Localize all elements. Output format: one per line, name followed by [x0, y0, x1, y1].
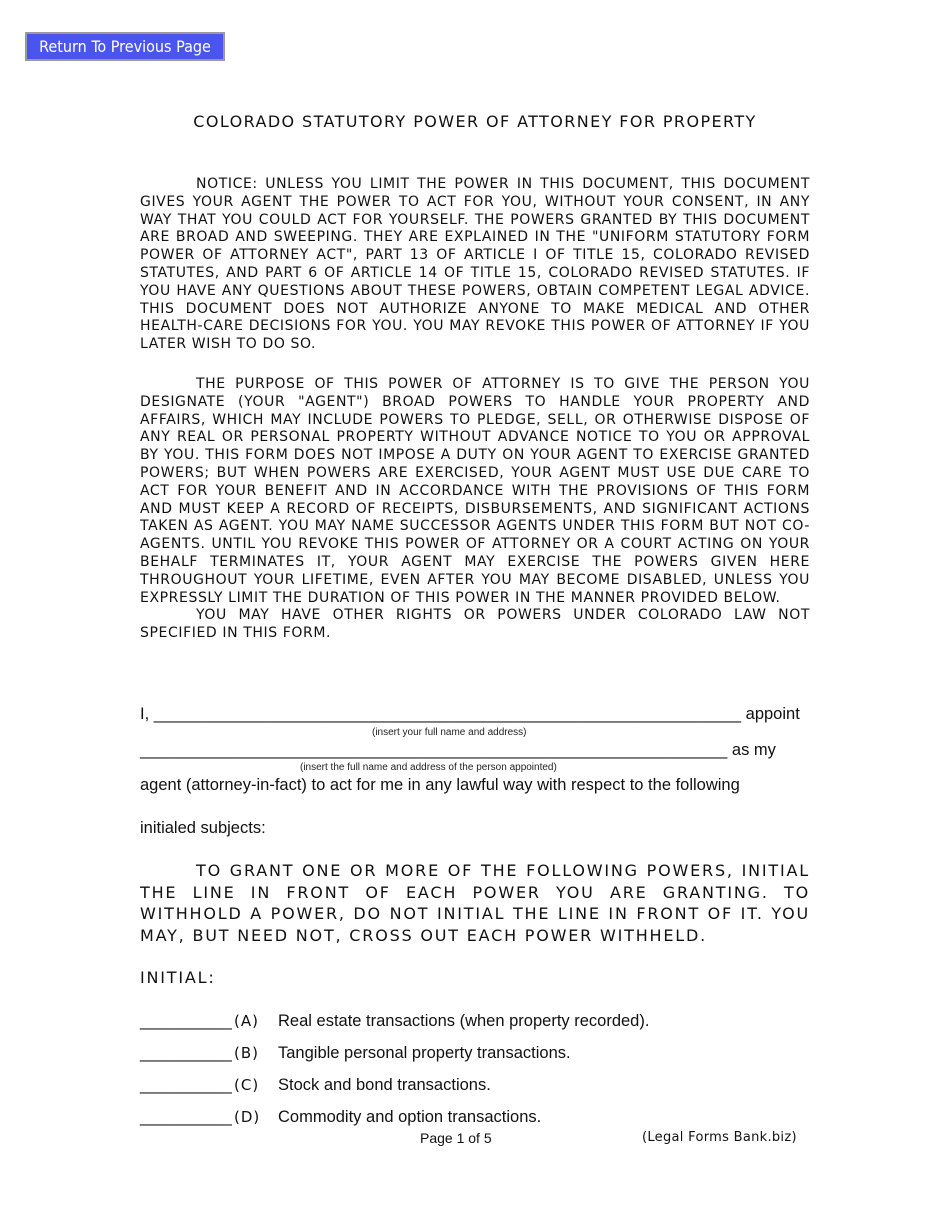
power-letter-c: (C) [234, 1076, 260, 1094]
power-row-d [140, 1108, 541, 1132]
agent-authority-line: agent (attorney-in-fact) to act for me in any lawful way with respect to the following [140, 776, 740, 794]
site-credit: (Legal Forms Bank.biz) [642, 1130, 797, 1145]
purpose-section [140, 376, 810, 643]
instructions-paragraph [140, 860, 810, 946]
other-rights-text: YOU MAY HAVE OTHER RIGHTS OR POWERS UNDER COLORADO LAW NOT SPECIFIED IN THIS FORM. [140, 607, 810, 642]
principal-name-field[interactable]: ________________________________________________________________ [153, 705, 742, 723]
principal-hint: (insert your full name and address) [372, 727, 527, 738]
return-to-previous-page-button[interactable]: Return To Previous Page [25, 32, 225, 61]
power-letter-d: (D) [234, 1108, 261, 1126]
notice-paragraph [140, 176, 810, 354]
appoint-suffix: appoint [745, 705, 800, 723]
instructions-text: TO GRANT ONE OR MORE OF THE FOLLOWING POWERS, INITIAL THE LINE IN FRONT OF EACH POWER YOU ARE GRANTING. TO WITHHOLD A POWER, DO NOT INITIAL THE LINE IN FRONT OF IT. YOU MAY, BUT NEED NOT, CROSS OUT EACH POWER WITHHELD. [140, 861, 810, 945]
agent-suffix: as my [731, 741, 776, 759]
initial-field-a[interactable]: __________ [140, 1012, 232, 1030]
power-text-a: Real estate transactions (when property recorded). [278, 1012, 650, 1030]
power-row-b [140, 1044, 571, 1068]
appoint-line [140, 705, 800, 724]
initialed-subjects-line: initialed subjects: [140, 819, 266, 837]
initial-field-b[interactable]: __________ [140, 1044, 232, 1062]
page-number: Page 1 of 5 [420, 1130, 492, 1146]
agent-hint: (insert the full name and address of the person appointed) [300, 762, 557, 773]
power-letter-a: (A) [234, 1012, 259, 1030]
initial-field-d[interactable]: __________ [140, 1108, 232, 1126]
agent-name-line [140, 741, 776, 760]
initial-field-c[interactable]: __________ [140, 1076, 232, 1094]
appoint-prefix: I, [140, 705, 150, 723]
power-row-a [140, 1012, 649, 1036]
power-text-d: Commodity and option transactions. [278, 1108, 542, 1126]
initial-label: INITIAL: [140, 968, 216, 987]
notice-text: NOTICE: UNLESS YOU LIMIT THE POWER IN THIS DOCUMENT, THIS DOCUMENT GIVES YOUR AGENT THE POWER TO ACT FOR YOU, WITHOUT YOUR CONSENT, IN ANY WAY THAT YOU COULD ACT FOR YOURSELF. THE POWERS GRANTED BY THIS DOCUMENT ARE BROAD AND SWEEPING. THEY ARE EXPLAINED IN THE "UNIFORM STATUTORY FORM POWER OF ATTORNEY ACT", PART 13 OF ARTICLE I OF TITLE 15, COLORADO REVISED STATUTES, AND PART 6 OF ARTICLE 14 OF TITLE 15, COLORADO REVISED STATUTES. IF YOU HAVE ANY QUESTIONS ABOUT THESE POWERS, OBTAIN COMPETENT LEGAL ADVICE. THIS DOCUMENT DOES NOT AUTHORIZE ANYONE TO MAKE MEDICAL AND OTHER HEALTH-CARE DECISIONS FOR YOU. YOU MAY REVOKE THIS POWER OF ATTORNEY IF YOU LATER WISH TO DO SO. [140, 176, 810, 353]
document-title: COLORADO STATUTORY POWER OF ATTORNEY FOR PROPERTY [193, 112, 757, 131]
purpose-text: THE PURPOSE OF THIS POWER OF ATTORNEY IS TO GIVE THE PERSON YOU DESIGNATE (YOUR "AGENT") BROAD POWERS TO HANDLE YOUR PROPERTY AND AFFAIRS, WHICH MAY INCLUDE POWERS TO PLEDGE, SELL, OR OTHERWISE DISPOSE OF ANY REAL OR PERSONAL PROPERTY WITHOUT ADVANCE NOTICE TO YOU OR APPROVAL BY YOU. THIS FORM DOES NOT IMPOSE A DUTY ON YOUR AGENT TO EXERCISE GRANTED POWERS; BUT WHEN POWERS ARE EXERCISED, YOUR AGENT MUST USE DUE CARE TO ACT FOR YOUR BENEFIT AND IN ACCORDANCE WITH THE PROVISIONS OF THIS FORM AND MUST KEEP A RECORD OF RECEIPTS, DISBURSEMENTS, AND SIGNIFICANT ACTIONS TAKEN AS AGENT. YOU MAY NAME SUCCESSOR AGENTS UNDER THIS FORM BUT NOT CO-AGENTS. UNTIL YOU REVOKE THIS POWER OF ATTORNEY OR A COURT ACTING ON YOUR BEHALF TERMINATES IT, YOUR AGENT MAY EXERCISE THE POWERS GIVEN HERE THROUGHOUT YOUR LIFETIME, EVEN AFTER YOU MAY BECOME DISABLED, UNLESS YOU EXPRESSLY LIMIT THE DURATION OF THIS POWER IN THE MANNER PROVIDED BELOW. [140, 376, 810, 606]
power-letter-b: (B) [234, 1044, 259, 1062]
power-row-c [140, 1076, 491, 1100]
power-text-c: Stock and bond transactions. [278, 1076, 491, 1094]
agent-name-field[interactable]: ________________________________________________________________ [140, 741, 728, 759]
power-text-b: Tangible personal property transactions. [278, 1044, 571, 1062]
